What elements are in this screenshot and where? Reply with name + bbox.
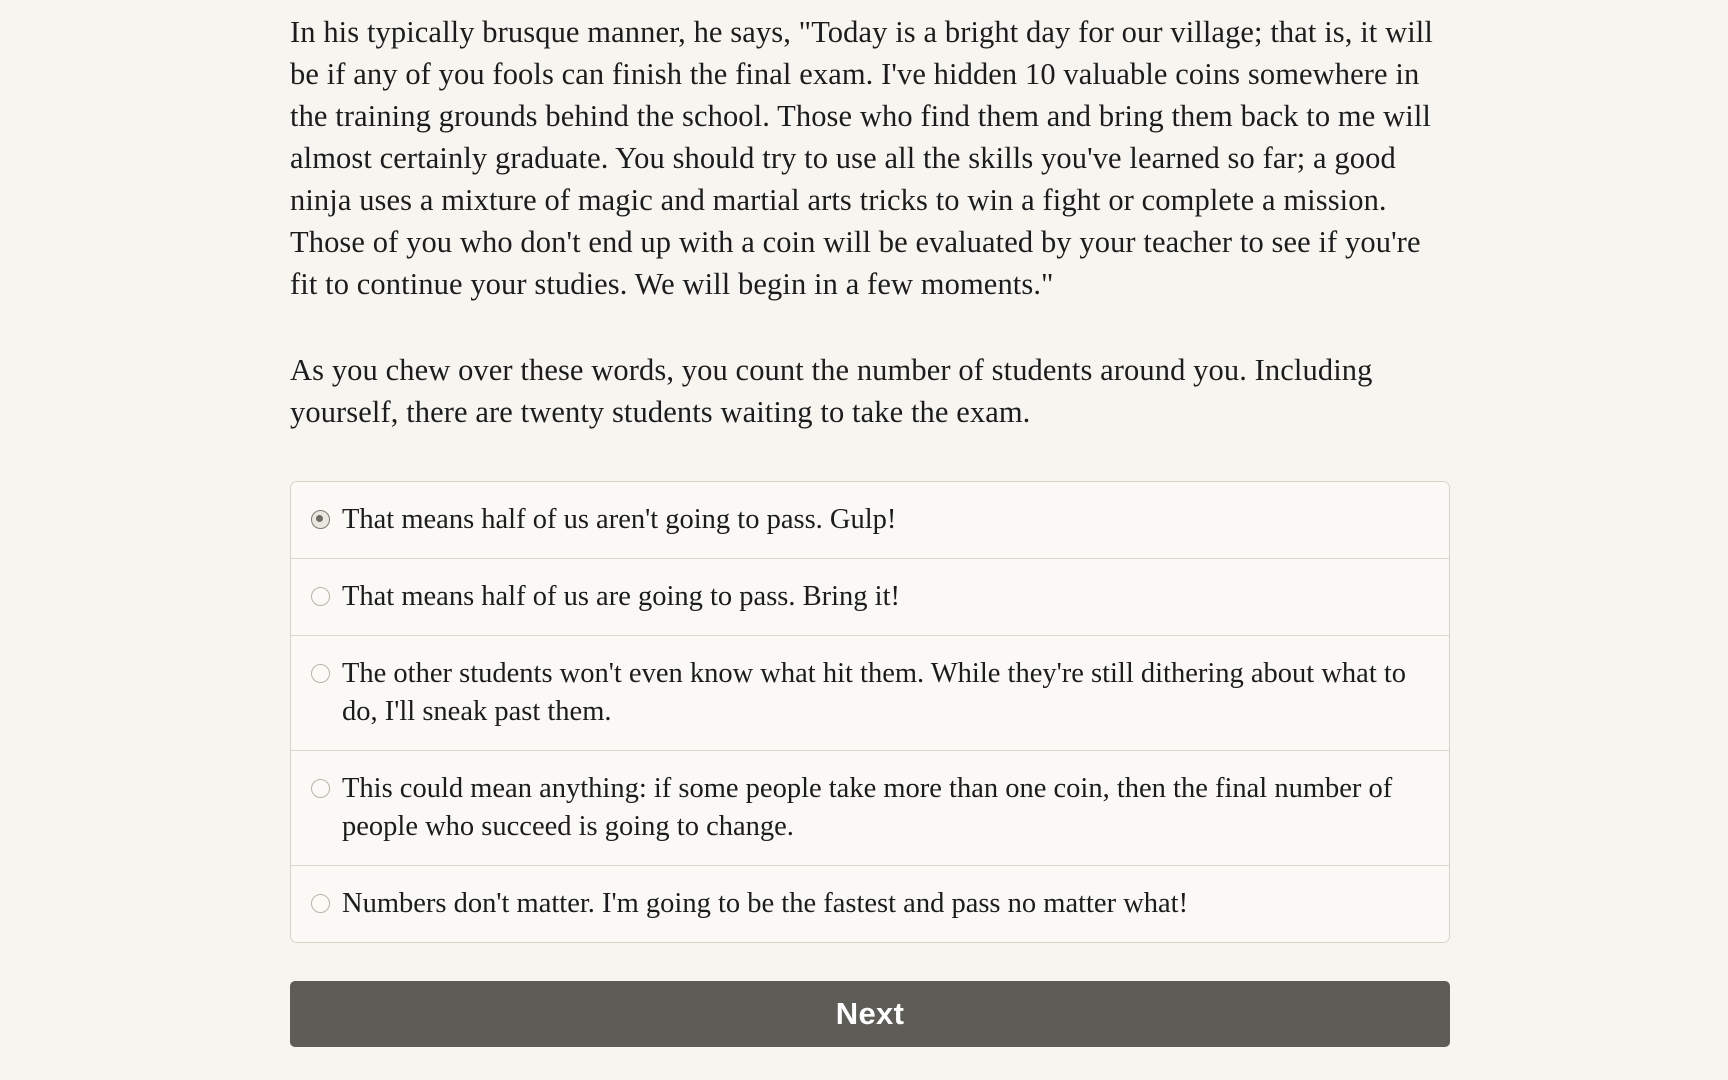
radio-button-icon[interactable] bbox=[311, 510, 330, 529]
radio-button-icon[interactable] bbox=[311, 664, 330, 683]
choice-option-label: Numbers don't matter. I'm going to be the fastest and pass no matter what! bbox=[342, 887, 1189, 919]
story-content bbox=[290, 0, 1450, 1047]
choice-option-label: This could mean anything: if some people take more than one coin, then the final number of people who succeed is going to change. bbox=[342, 773, 1393, 842]
choice-option-1[interactable] bbox=[291, 482, 1449, 559]
choice-option-label: The other students won't even know what hit them. While they're still dithering about what to do, I'll sneak past them. bbox=[342, 658, 1407, 728]
radio-button-icon[interactable] bbox=[311, 587, 330, 606]
choice-option-4[interactable] bbox=[291, 751, 1449, 866]
choice-option-5[interactable] bbox=[291, 866, 1449, 942]
radio-button-icon[interactable] bbox=[311, 894, 330, 913]
choice-option-2[interactable] bbox=[291, 559, 1449, 636]
choice-option-label: That means half of us aren't going to pass. Gulp! bbox=[342, 504, 897, 536]
next-button[interactable]: Next bbox=[290, 981, 1450, 1047]
choice-option-3[interactable] bbox=[291, 636, 1449, 751]
choice-list bbox=[290, 481, 1450, 942]
story-paragraph-2: As you chew over these words, you count the number of students around you. Including yourself, there are twenty students waiting to take the exam. bbox=[290, 352, 1373, 429]
radio-button-icon[interactable] bbox=[311, 779, 330, 798]
story-paragraph-1: In his typically brusque manner, he says, "Today is a bright day for our village; that is, it will be if any of you fools can finish the final exam. I've hidden 10 valuable coins somewhere in the training grounds behind the school. Those who find them and bring them back to me will almost certainly graduate. You should try to use all the skills you've learned so far; a good ninja uses a mixture of magic and martial arts tricks to win a fight or complete a mission. Those of you who don't end up with a coin will be evaluated by your teacher to see if you're fit to continue your studies. We will begin in a few moments." bbox=[290, 15, 1433, 301]
choice-option-label: That means half of us are going to pass. Bring it! bbox=[342, 581, 901, 613]
